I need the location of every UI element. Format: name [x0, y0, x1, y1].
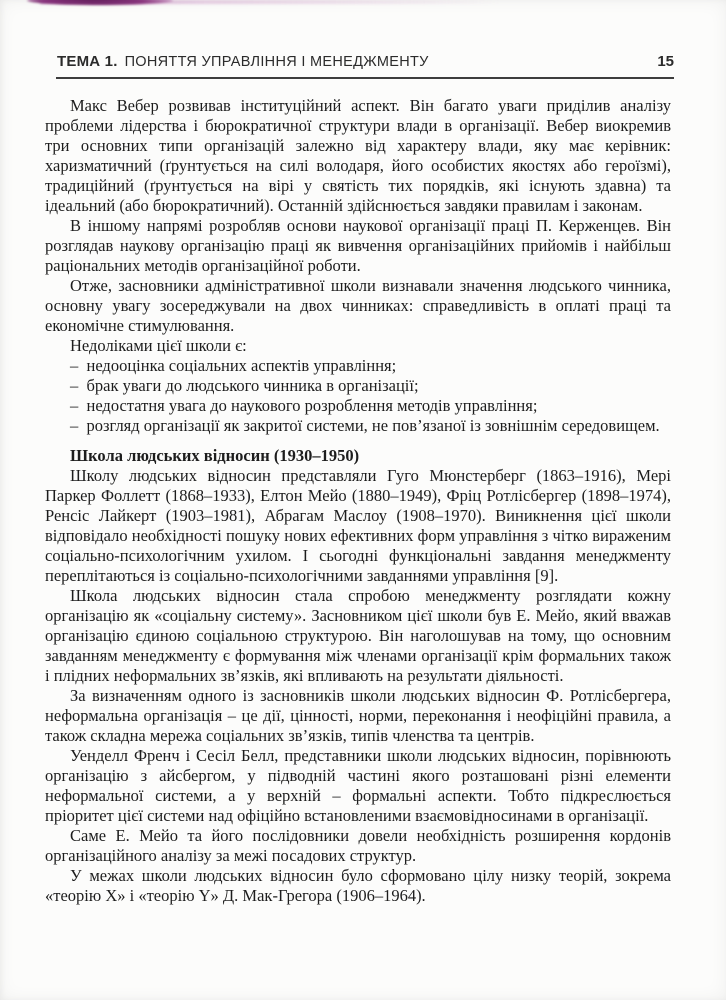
- paragraph-kerzhentsev: В іншому напрямі розробляв основи наукової організації праці П. Керженцев. Він розглядав наукову організацію праці як вивчення організаційних прийомів і найбільш раціональних методів організаційної роботи.: [45, 216, 671, 275]
- paragraph-representatives: Школу людських відносин представляли Гуго Мюнстерберг (1863–1916), Мері Паркер Фоллетт (1868–1933), Елтон Мейо (1880–1949), Фріц Ротлісбергер (1898–1974), Ренсіс Лайкерт (1903–1981), Абрагам Маслоу (1908–1970). Виникнення цієї школи відповідало необхідності пошуку нових ефективних форм управління з чітко вираженим соціально-психологічним ухилом. І сьогодні функціональні завдання менеджменту переплітаються із соціально-психологічними завданнями управління [9].: [45, 466, 671, 585]
- paragraph-mayo-followers: Саме Е. Мейо та його послідовники довели необхідність розширення кордонів організаційного аналізу за межі посадових структур.: [45, 826, 671, 865]
- list-item-drawback-2: – брак уваги до людського чинника в організації;: [70, 376, 419, 395]
- paragraph-weber: Макс Вебер розвивав інституційний аспект. Він багато уваги приділив аналізу проблеми лідерства і бюрократичної структури влади в організації. Вебер виокремив три основних типи організацій залежно від характеру влади, яку має керівник: харизматичний (ґрунтується на силі володаря, його особистих якостях або героїзмі), традиційний (ґрунтується на вірі у святість тих порядків, які існують здавна) та ідеальний (або бюрократичний). Останній здійснюється завдяки правилам і законам.: [45, 96, 671, 215]
- page-header: [57, 53, 674, 71]
- list-item-drawback-3: – недостатня увага до наукового розроблення методів управління;: [70, 396, 538, 415]
- list-item-drawback-1: – недооцінка соціальних аспектів управління;: [70, 356, 397, 375]
- paragraph-theories: У межах школи людських відносин було сформовано цілу низку теорій, зокрема «теорію X» і «теорію Y» Д. Мак-Грегора (1906–1964).: [45, 866, 671, 905]
- section-heading: Школа людських відносин (1930–1950): [70, 446, 360, 465]
- paragraph-french-bell: Уенделл Френч і Сесіл Белл, представники школи людських відносин, порівнюють організацію з айсбергом, у підводній частині якого розташовані різні елементи неформальної системи, а у верхній – формальні аспекти. Тобто підкреслюється пріоритет цієї системи над офіційно встановленими взаємовідносинами в організації.: [45, 746, 671, 825]
- chapter-label: ТЕМА 1.: [57, 53, 118, 70]
- paragraph-social-system: Школа людських відносин стала спробою менеджменту розглядати кожну організацію як «соціальну систему». Засновником цієї школи був Е. Мейо, який вважав організацію єдиною соціальною структурою. Він наголошував на тому, що основним завданням менеджменту є формування між членами організації крім формальних також і плідних неформальних зв’язків, які впливають на результати діяльності.: [45, 586, 671, 685]
- scan-artifact-smear: [40, 0, 500, 4]
- paragraph-admin-school: Отже, засновники адміністративної школи визнавали значення людського чинника, основну увагу зосереджували на двох чинниках: справедливість в оплаті праці та економічне стимулювання.: [45, 276, 671, 335]
- page-number: 15: [657, 53, 674, 70]
- header-rule: [56, 77, 674, 79]
- chapter-heading: [57, 53, 429, 71]
- page-content: [45, 96, 671, 906]
- list-item-drawback-4: – розгляд організації як закритої системи, не пов’язаної із зовнішнім середовищем.: [70, 416, 660, 435]
- chapter-title: ПОНЯТТЯ УПРАВЛІННЯ І МЕНЕДЖМЕНТУ: [124, 54, 429, 70]
- paragraph-rothlisberger: За визначенням одного із засновників школи людських відносин Ф. Ротлісбергера, неформальна організація – це дії, цінності, норми, переконання і неофіційні правила, а також складна мережа соціальних зв’язків, типів членства та центрів.: [45, 686, 671, 745]
- list-intro: Недоліками цієї школи є:: [70, 336, 247, 355]
